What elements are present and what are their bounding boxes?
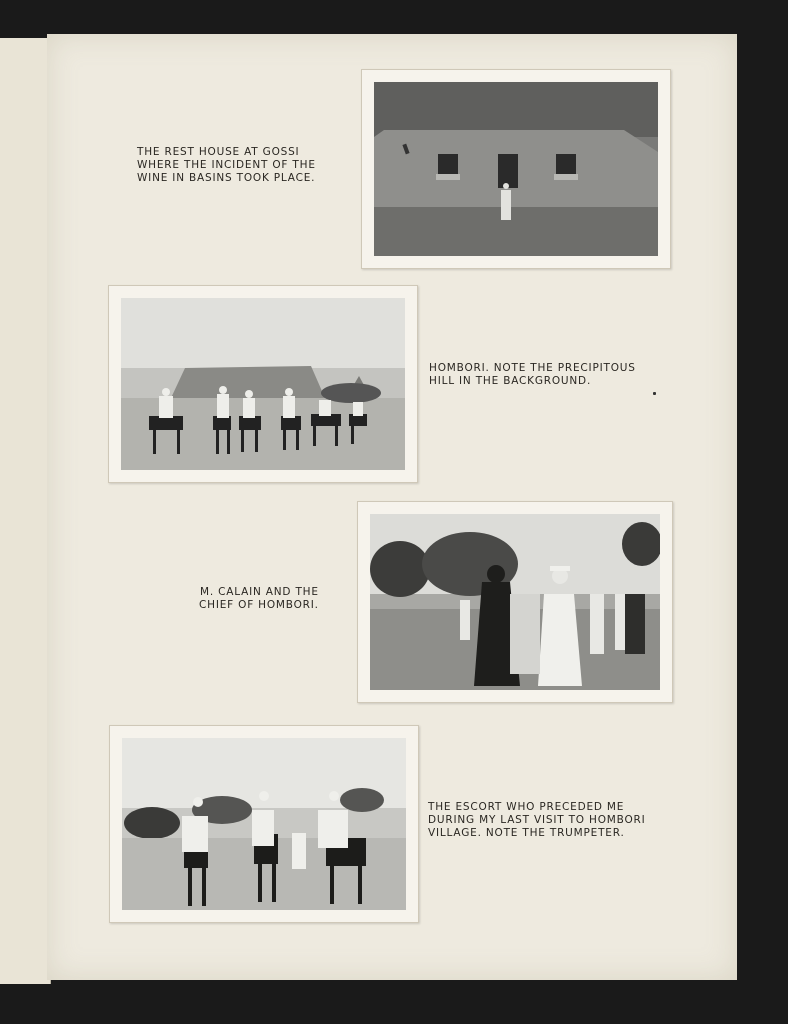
photo-rest-house-gossi [361, 69, 671, 269]
photo-image-rest-house [374, 82, 658, 256]
album-page [47, 34, 737, 980]
caption-escort: THE ESCORT WHO PRECEDED ME DURING MY LAST VISIT TO HOMBORI VILLAGE. NOTE THE TRUMPETER. [428, 801, 646, 839]
ink-mark [653, 392, 656, 395]
caption-gossi: THE REST HOUSE AT GOSSI WHERE THE INCIDENT OF THE WINE IN BASINS TOOK PLACE. [137, 146, 316, 184]
photo-escort [109, 725, 419, 923]
photo-image-hombori [121, 298, 405, 470]
photo-image-calain [370, 514, 660, 690]
photo-image-escort [122, 738, 406, 910]
photo-hombori-riders [108, 285, 418, 483]
photo-calain-chief [357, 501, 673, 703]
caption-calain: M. CALAIN AND THE CHIEF OF HOMBORI. [199, 586, 319, 611]
caption-hombori: HOMBORI. NOTE THE PRECIPITOUS HILL IN THE BACKGROUND. [429, 362, 636, 387]
facing-page-edge [0, 38, 51, 984]
